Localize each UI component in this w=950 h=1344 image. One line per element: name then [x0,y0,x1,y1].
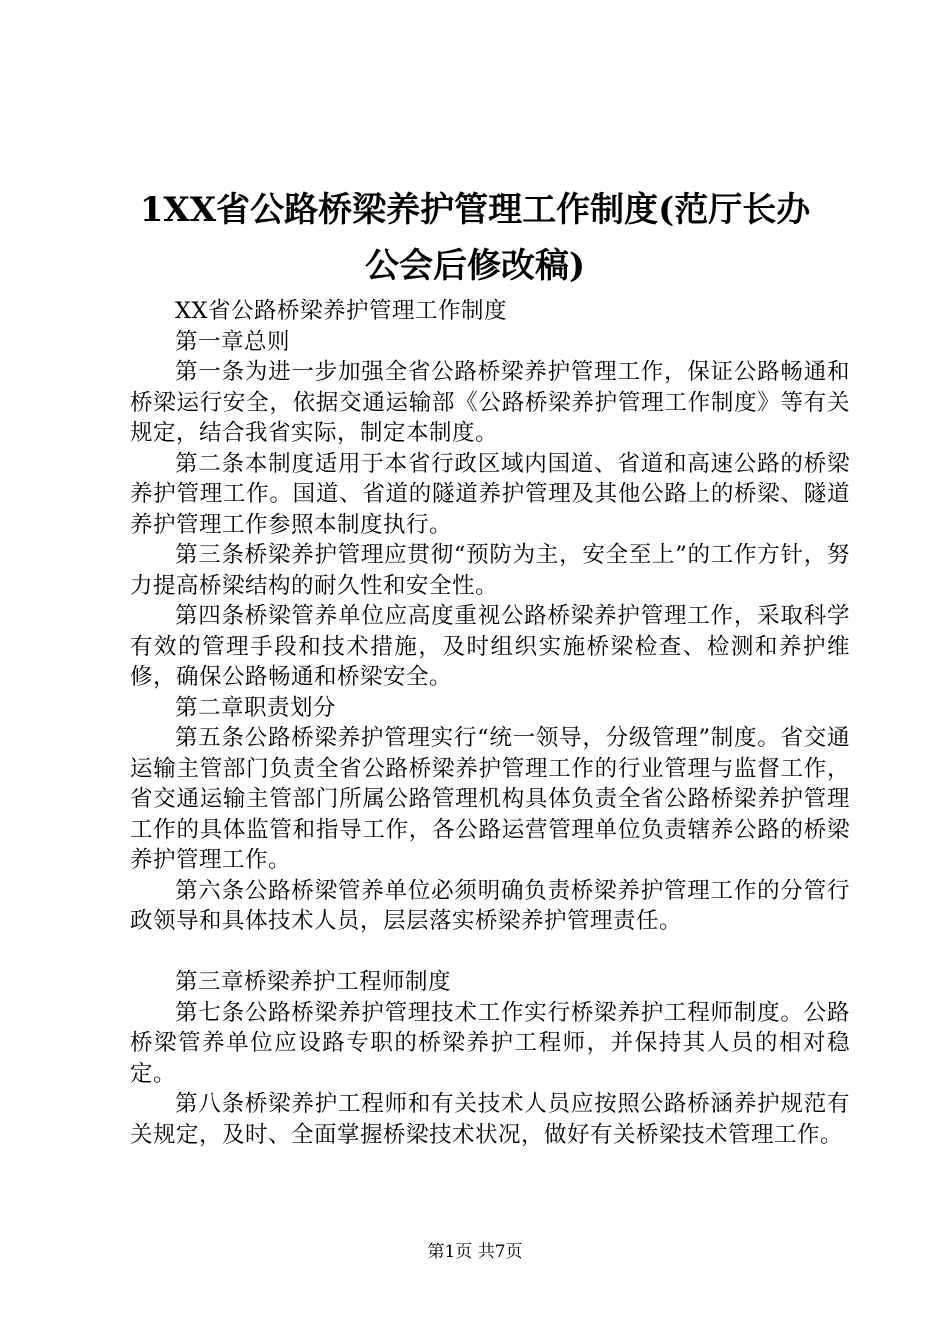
paragraph-article-5: 第五条公路桥梁养护管理实行“统一领导，分级管理”制度。省交通运输主管部门负责全省公路桥梁养护管理工作的行业管理与监督工作，省交通运输主管部门所属公路管理机构具体负责全省公路桥梁养护管理工作的具体监管和指导工作，各公路运营管理单位负责辖养公路的桥梁养护管理工作。 [130,725,850,873]
document-title-line-1: 1XX省公路桥梁养护管理工作制度(范厅长办 [139,190,811,230]
paragraph-article-8: 第八条桥梁养护工程师和有关技术人员应按照公路桥涵养护规范有关规定，及时、全面掌握桥梁技术状况，做好有关桥梁技术管理工作。 [130,1091,850,1148]
chapter-heading-2: 第二章职责划分 [175,694,337,721]
chapter-heading-1: 第一章总则 [175,328,291,355]
paragraph-spacer [130,937,850,968]
paragraph-subtitle: XX省公路桥梁养护管理工作制度 [175,298,508,324]
paragraph-article-4: 第四条桥梁管养单位应高度重视公路桥梁养护管理工作，采取科学有效的管理手段和技术措施，及时组织实施桥梁检查、检测和养护维修，确保公路畅通和桥梁安全。 [130,603,850,690]
chapter-heading-3: 第三章桥梁养护工程师制度 [175,969,452,995]
paragraph-article-1: 第一条为进一步加强全省公路桥梁养护管理工作，保证公路畅通和桥梁运行安全，依据交通运输部《公路桥梁养护管理工作制度》等有关规定，结合我省实际，制定本制度。 [130,359,850,446]
paragraph-article-3: 第三条桥梁养护管理应贯彻“预防为主，安全至上”的工作方针，努力提高桥梁结构的耐久性和安全性。 [130,542,850,599]
paragraph-article-7: 第七条公路桥梁养护管理技术工作实行桥梁养护工程师制度。公路桥梁管养单位应设路专职的桥梁养护工程师，并保持其人员的相对稳定。 [130,999,850,1087]
document-body [130,296,850,1150]
paragraph-article-6: 第六条公路桥梁管养单位必须明确负责桥梁养护管理工作的分管行政领导和具体技术人员，层层落实桥梁养护管理责任。 [130,877,850,934]
paragraph-article-2: 第二条本制度适用于本省行政区域内国道、省道和高速公路的桥梁养护管理工作。国道、省道的隧道养护管理及其他公路上的桥梁、隧道养护管理工作参照本制度执行。 [130,450,850,538]
page-number-footer: 第1页 共7页 [427,1242,523,1262]
document-title-line-2: 公会后修改稿) [364,246,586,286]
